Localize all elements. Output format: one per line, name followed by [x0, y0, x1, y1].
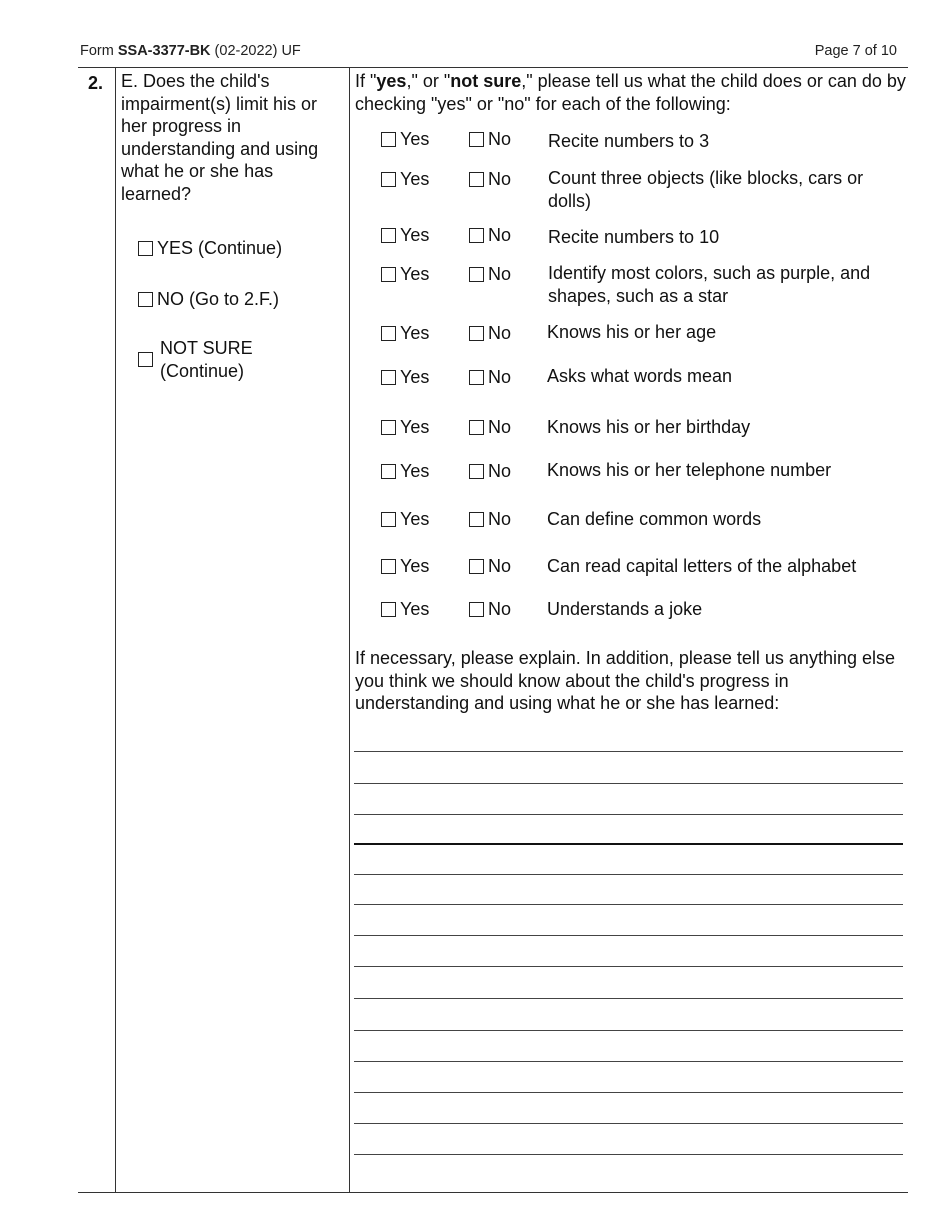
yes-option[interactable] — [381, 417, 429, 438]
checkbox-yes[interactable] — [381, 559, 396, 574]
checkbox-yes[interactable] — [381, 326, 396, 341]
yes-label: Yes — [400, 225, 430, 245]
item-label: Knows his or her birthday — [547, 417, 751, 437]
item-label: Identify most colors, such as purple, and shapes, such as a star — [548, 263, 871, 306]
answer-line[interactable] — [354, 1092, 903, 1093]
answer-line[interactable] — [354, 814, 903, 815]
answer-line[interactable] — [354, 1154, 903, 1155]
checkbox-no[interactable] — [469, 464, 484, 479]
answer-line[interactable] — [354, 843, 903, 845]
choice-yes[interactable] — [138, 238, 282, 259]
checkbox-not-sure[interactable] — [138, 352, 153, 370]
answer-line[interactable] — [354, 783, 903, 784]
choice-not-sure-label — [160, 337, 253, 382]
item-label: Knows his or her age — [547, 322, 717, 342]
no-option[interactable] — [469, 264, 511, 285]
item-label: Can read capital letters of the alphabet — [547, 556, 857, 576]
item-label: Asks what words mean — [547, 366, 733, 386]
checkbox-yes[interactable] — [381, 370, 396, 385]
no-option[interactable] — [469, 417, 511, 438]
yes-option[interactable] — [381, 264, 429, 285]
table-top-border — [78, 67, 908, 68]
no-label: No — [488, 264, 512, 284]
no-label: No — [488, 417, 512, 437]
checkbox-yes[interactable] — [381, 602, 396, 617]
checkbox-no[interactable] — [469, 370, 484, 385]
yes-label: Yes — [400, 169, 430, 189]
item-label: Recite numbers to 10 — [548, 227, 720, 247]
answer-line[interactable] — [354, 1061, 903, 1062]
checkbox-no[interactable] — [469, 602, 484, 617]
item-label: Can define common words — [547, 509, 762, 529]
form-identifier: Form SSA-3377-BK (02-2022) UF — [80, 43, 301, 59]
answer-line[interactable] — [354, 751, 903, 752]
checkbox-yes[interactable] — [381, 420, 396, 435]
yes-option[interactable] — [381, 129, 429, 150]
choice-no[interactable] — [138, 289, 279, 310]
checkbox-yes[interactable] — [381, 267, 396, 282]
explain-prompt: If necessary, please explain. In addition, please tell us anything else you think we should know about the child's progress in understanding and using what he or she has learned: — [355, 648, 895, 713]
checkbox-no[interactable] — [469, 267, 484, 282]
question-number: 2. — [88, 73, 104, 93]
yes-label: Yes — [400, 367, 430, 387]
yes-label: Yes — [400, 323, 430, 343]
yes-option[interactable] — [381, 169, 429, 190]
no-label: No — [488, 323, 512, 343]
item-label: Understands a joke — [547, 599, 703, 619]
yes-label: Yes — [400, 509, 430, 529]
not-sure-line1: NOT SURE — [160, 338, 253, 358]
no-label: No — [488, 599, 512, 619]
no-option[interactable] — [469, 556, 511, 577]
no-label: No — [488, 129, 512, 149]
checkbox-yes[interactable] — [381, 132, 396, 147]
no-option[interactable] — [469, 169, 511, 190]
yes-label: Yes — [400, 264, 430, 284]
yes-option[interactable] — [381, 367, 429, 388]
no-option[interactable] — [469, 367, 511, 388]
answer-line[interactable] — [354, 904, 903, 905]
table-bottom-border — [78, 1192, 908, 1193]
checkbox-no[interactable] — [469, 228, 484, 243]
checkbox-no[interactable] — [469, 172, 484, 187]
not-sure-line2: (Continue) — [160, 360, 245, 381]
yes-option[interactable] — [381, 509, 429, 530]
item-label: Knows his or her telephone number — [547, 460, 832, 480]
no-option[interactable] — [469, 461, 511, 482]
no-option[interactable] — [469, 323, 511, 344]
no-label: No — [488, 461, 512, 481]
no-option[interactable] — [469, 225, 511, 246]
checkbox-no-go-to-2f[interactable] — [138, 292, 153, 307]
choice-no-label: NO (Go to 2.F.) — [157, 289, 280, 309]
no-label: No — [488, 509, 512, 529]
answer-line[interactable] — [354, 998, 903, 999]
checkbox-yes-continue[interactable] — [138, 241, 153, 256]
no-option[interactable] — [469, 129, 511, 150]
question-text: E. Does the child's impairment(s) limit his or her progress in understanding and using what he or she has learned? — [121, 71, 319, 204]
yes-label: Yes — [400, 129, 430, 149]
yes-label: Yes — [400, 556, 430, 576]
checkbox-no[interactable] — [469, 326, 484, 341]
checkbox-no[interactable] — [469, 132, 484, 147]
checkbox-not-sure-box[interactable] — [138, 352, 153, 367]
item-label: Recite numbers to 3 — [548, 131, 710, 151]
yes-option[interactable] — [381, 556, 429, 577]
yes-label: Yes — [400, 461, 430, 481]
choice-yes-label: YES (Continue) — [157, 238, 283, 258]
yes-option[interactable] — [381, 225, 429, 246]
no-option[interactable] — [469, 509, 511, 530]
answer-line[interactable] — [354, 1123, 903, 1124]
checkbox-yes[interactable] — [381, 464, 396, 479]
no-label: No — [488, 367, 512, 387]
checkbox-no[interactable] — [469, 420, 484, 435]
answer-line[interactable] — [354, 1030, 903, 1031]
item-label: Count three objects (like blocks, cars or dolls) — [548, 168, 864, 211]
yes-label: Yes — [400, 599, 430, 619]
checkbox-no[interactable] — [469, 559, 484, 574]
page-number: Page 7 of 10 — [814, 43, 897, 59]
answer-line[interactable] — [354, 935, 903, 936]
no-label: No — [488, 225, 512, 245]
yes-label: Yes — [400, 417, 430, 437]
yes-option[interactable] — [381, 323, 429, 344]
instructions: If "yes," or "not sure," please tell us what the child does or can do by checking "yes" or "no" for each of the following: — [355, 71, 906, 114]
checkbox-yes[interactable] — [381, 172, 396, 187]
yes-option[interactable] — [381, 599, 429, 620]
no-label: No — [488, 169, 512, 189]
checkbox-yes[interactable] — [381, 512, 396, 527]
checkbox-yes[interactable] — [381, 228, 396, 243]
column-divider-left — [115, 67, 116, 1192]
answer-line[interactable] — [354, 966, 903, 967]
answer-line[interactable] — [354, 874, 903, 875]
checkbox-no[interactable] — [469, 512, 484, 527]
yes-option[interactable] — [381, 461, 429, 482]
column-divider-right — [349, 67, 350, 1192]
no-option[interactable] — [469, 599, 511, 620]
no-label: No — [488, 556, 512, 576]
